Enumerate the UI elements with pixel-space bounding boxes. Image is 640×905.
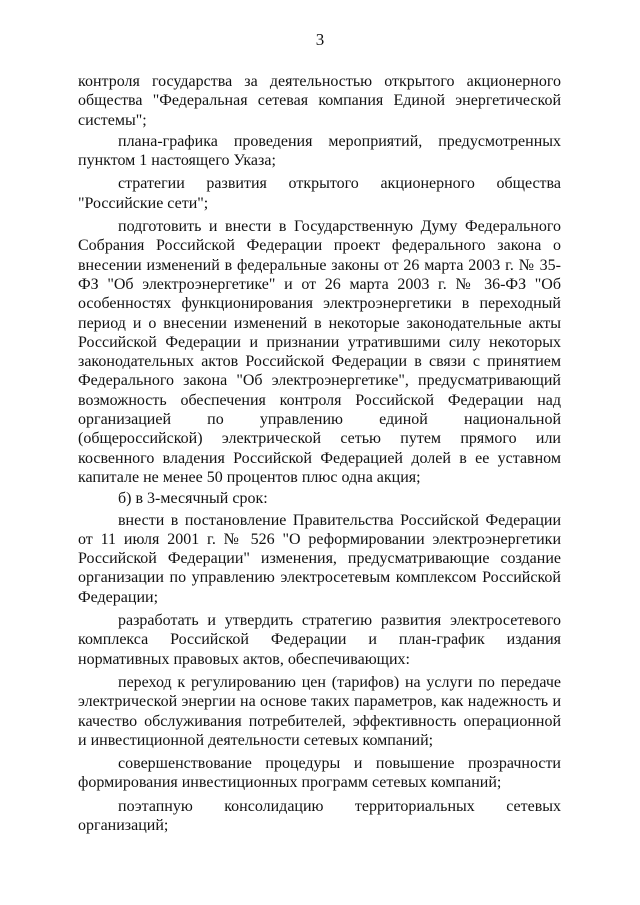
paragraph-8: переход к регулированию цен (тарифов) на услуги по передаче электрической энергии на основе таких параметров, как надежность и качество обслуживания потребителей, эффективность операционной и инвестиционной деятельности сетевых компаний; bbox=[78, 673, 561, 749]
document-body bbox=[78, 72, 561, 835]
paragraph-7: разработать и утвердить стратегию развития электросетевого комплекса Российской Федерации и план-график издания нормативных правовых актов, обеспечивающих: bbox=[78, 612, 561, 668]
paragraph-4: подготовить и внести в Государственную Думу Федерального Собрания Российской Федерации проект федерального закона о внесении изменений в федеральные законы от 26 марта 2003 г. № 35-ФЗ "Об электроэнергетике" и от 26 марта 2003 г. № 36-ФЗ "Об особенностях функционирования электроэнергетики в переходный период и о внесении изменений в некоторые законодательные акты Российской Федерации и признании утратившими силу некоторых законодательных актов Российской Федерации в связи с принятием Федерального закона "Об электроэнергетике", предусматривающий возможность обеспечения контроля Российской Федерации над организацией по управлению единой национальной (общероссийской) электрической сетью путем прямого или косвенного владения Российской Федерацией долей в ее уставном капитале не менее 50 процентов плюс одна акция; bbox=[78, 218, 561, 486]
paragraph-3: стратегии развития открытого акционерного общества "Российские сети"; bbox=[78, 175, 561, 212]
page-number: 3 bbox=[315, 30, 325, 49]
paragraph-9: совершенствование процедуры и повышение прозрачности формирования инвестиционных программ сетевых компаний; bbox=[78, 755, 561, 792]
paragraph-6: внести в постановление Правительства Российской Федерации от 11 июля 2001 г. № 526 "О реформировании электроэнергетики Российской Федерации" изменения, предусматривающие создание организации по управлению электросетевым комплексом Российской Федерации; bbox=[78, 511, 561, 606]
paragraph-2: плана-графика проведения мероприятий, предусмотренных пунктом 1 настоящего Указа; bbox=[78, 132, 561, 170]
paragraph-5: б) в 3-месячный срок: bbox=[118, 490, 268, 508]
paragraph-10: поэтапную консолидацию территориальных сетевых организаций; bbox=[78, 797, 561, 834]
paragraph-1: контроля государства за деятельностью открытого акционерного общества "Федеральная сетевая компания Единой энергетической системы"; bbox=[78, 73, 561, 129]
